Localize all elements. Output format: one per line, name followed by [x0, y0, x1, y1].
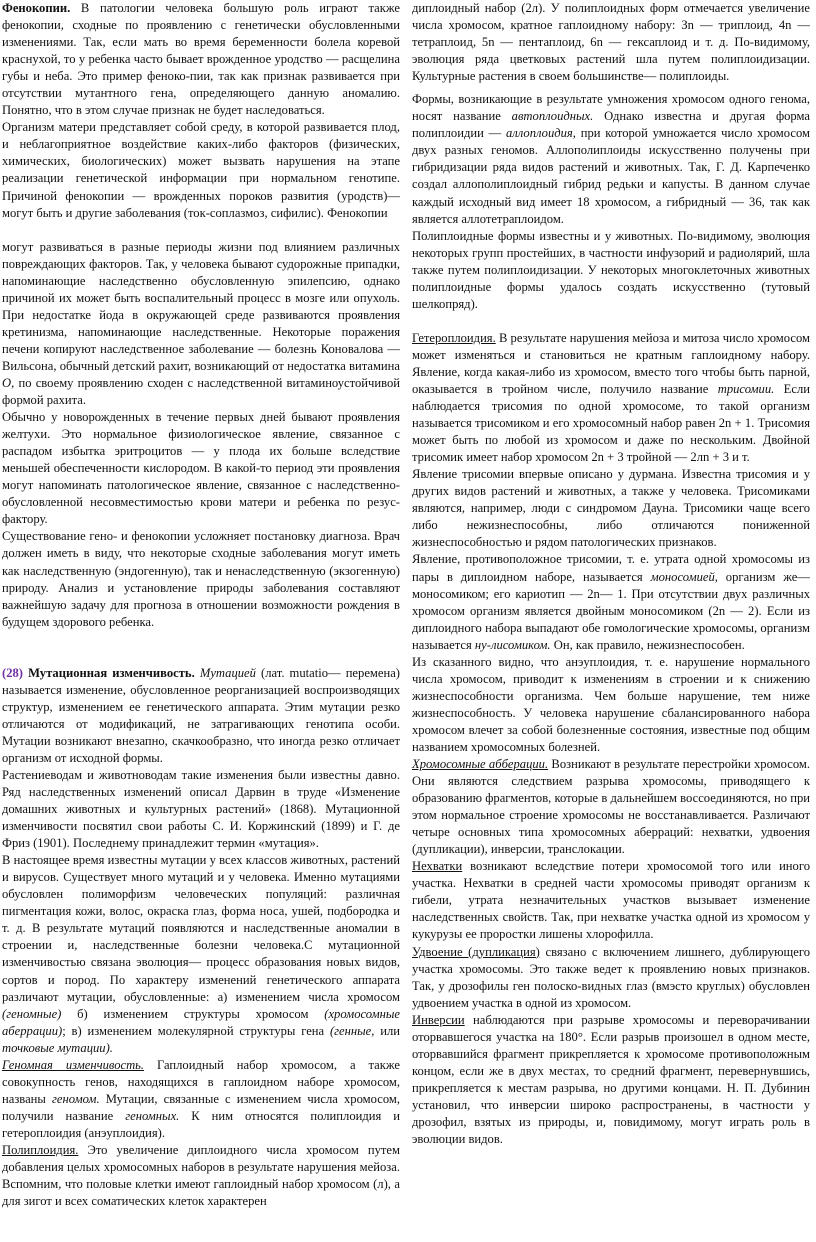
mutation-term: Мутацией: [199, 665, 256, 680]
paragraph-text: В настоящее время известны мутации у всех классов животных, растений и вирусов. Существует много мутаций и у человека. Именно мутациями обусловлен полиморфизм человеческих популяций: различная пигментация кожи, волос, окраска глаз, форма носа, ушей, подбородка и т. д. В результате мутаций появляются и наследственные аномалии в строении и, наследственные болезни человека.С мутационной изменчивостью связана эволюция— процесс образования новых видов, сортов и пород. По характеру изменений генетического аппарата различают мутации, обусловленные: а) изменением числа хромосом: [2, 853, 400, 1004]
term-chromosomal: (хромосомные аберрации): [2, 1006, 400, 1038]
paragraph-text: Формы, возникающие в результате умножения хромосом одного генома, носят название: [412, 92, 810, 124]
phenocopies-heading: Фенокопии.: [2, 1, 71, 15]
paragraph-text: возникают вследствие потери хромосомой того или иного участка. Нехватки в средней части хромосомы приводят организм к гибели, утрата незначительных участков вызывает изменение наследственных свойств. Так, при нехватке участка одной из хромосом у кукурузы ее проростки лишены хлорофилла.: [412, 859, 810, 942]
paragraph-newborn-jaundice: Обычно у новорожденных в течение первых дней бывают проявления желтухи. Это нормальное физиологическое явление, связанное с распадом избытка эритроцитов — у плода их больше вследствие меньшей обеспеченности кислородом. В какой-то период эти проявления могут напоминать патологическое явление, связанное с наследственно-обусловленной несовместимостью крови матери и ребенка по резус-фактору.: [2, 410, 400, 527]
paragraph-text: Однако известна и другая форма полиплоидии —: [412, 109, 810, 141]
paragraph-text: В результате нарушения мейоза и митоза число хромосом может изменяться и становиться не кратным гаплоидному набору. Явление, когда какая-либо из хромосом, вместо того чтобы быть парной, оказывается в тройном числе, получило название: [412, 330, 810, 396]
mutational-variability-heading: Мутационная изменчивость.: [22, 665, 195, 680]
paragraph-diploid-set: диплоидный набор (2л). У полиплоидных форм отмечается увеличение числа хромосом, кратное гаплоидному набору: Зn — триплоид, 4n — тетраплоид, 5n — пентаплоид, 6n — гексаплоид и т. д. По-видимому, эволюция ряда цветковых растений шла путем полиплоидизации. Культурные растения в своем большинстве— полиплоиды.: [412, 1, 810, 84]
term-genome: геномом.: [52, 1091, 100, 1106]
paragraph-aneuploidy: Из сказанного видно, что анэуплоидия, т. е. нарушение нормального числа хромосом, приводит к изменениям в строении и к снижению жизнеспособности организма. Чем больше нарушение, тем ниже жизнеспособность. У человека нарушение сбалансированного набора хромосом влечет за собой болезненные состояния, известные под общим названием хромосомных болезней.: [412, 654, 810, 754]
paragraph-text: Явление, противоположное трисомии, т. е. утрата одной хромосомы из пары в диплоидном наборе, называется: [412, 552, 810, 584]
paragraph-text: Возникают в результате перестройки хромосом. Они являются следствием разрыва хромосомы, приводящего к образованию фрагментов, которые в дальнейшем воссоединяются, но при этом нормальное строение хромосомы не восстанавливается. Различают четыре основных типа хромосомных аберраций: нехватки, удвоения (дупликации), инверсии, транслокации.: [412, 757, 810, 857]
paragraph-text: Если наблюдается трисомия по одной хромосоме, то такой организм называется трисомиком и его хромосомный набор равен 2n + 1. Трисомия может быть по любой из хромосом и даже по нескольким. Двойной трисомик имеет набор хромосом 2n + 3 тройной — 2лn + 3 и т.: [412, 381, 810, 465]
paragraph-text: В патологии человека большую роль играют также фенокопии, сходные по проявлению с генетически обусловленными изменениями. Так, если мать во время беременности болела коревой краснухой, то у ребенка часто бывает врожденное уродство — расщелина губы и неба. Это пример феноко-пии, так как признак развивается при отсутствии мутантного гена, определяющего данную аномалию. Понятно, что в этом случае признак не будет наследоваться.: [2, 1, 400, 118]
paragraph-phenocopies-intro: [2, 0, 400, 119]
term-gene: (генные,: [329, 1023, 375, 1038]
section-gap: [2, 631, 400, 665]
column-gap: [2, 222, 400, 239]
paragraph-genomic-variability: [2, 1057, 400, 1142]
paragraph-history: Растениеводам и животноводам такие изменения были известны давно. Ряд наследственных изменений описал Дарвин в труде «Изменение домашних животных и культурных растений» (1868). Мутационной изменчивости посвятил свои работы С. И. Коржинский (1899) и Г. де Фриз (1901). Последнему принадлежит термин «мутация».: [2, 767, 400, 851]
term-genomic: (геномные): [2, 1006, 62, 1021]
paragraph-text: Это увеличение диплоидного числа хромосом путем добавления целых хромосомных наборов в результате нарушения мейоза. Вспомним, что половые клетки имеют гаплоидный набор хромосом (л), а для зигот и всех соматических клеток характерен: [2, 1143, 400, 1209]
paragraph-text: при которой умножается число хромосом двух разных геномов. Аллополиплоиды искусственно получены при гибридизации ряда видов растений и животных. Так, Г. Д. Карпеченко создал аллополиплоидный гибрид редьки и капусты. В данном случае каждый исходный вид имеет 18 хромосом, а гибридный — 36, так как является аллотетраплоидом.: [412, 126, 811, 226]
paragraph-text: наблюдаются при разрыве хромосомы и переворачивании оторвавшегося участка на 180°. Если разрыв произошел в одном месте, оторвавшийся фрагмент прикрепляется к хромосоме противоположным концом, если же в двух местах, то средний фрагмент, перевернувшись, прикрепляется к местам разрыва, но другими концами. Н. П. Дубинин установил, что инверсии широко распространены, в частности у дрозофил, взятых из природы, и, повидимому, могут играть роль в эволюции видов.: [412, 1012, 810, 1147]
term-point: точковые мутации).: [2, 1040, 113, 1055]
term-monosomy: моносомией,: [650, 569, 718, 584]
paragraph-text: Гаплоидный набор хромосом, а также совокупность генов, находящихся в гаплоидном наборе хромосом, названы: [2, 1057, 400, 1106]
paragraph-monosomy: [412, 551, 810, 653]
paragraph-text: могут развиваться в разные периоды жизни под влиянием различных повреждающих факторов. Так, у человека бывают судорожные припадки, напоминающие наследственно обусловленную эпилепсию, однако причиной их может быть воспалительный процесс в мозге или опухоль. При недостатке йода в окружающей среде развиваются проявления кретинизма, напоминающие наследственные. Некоторые поражения печени копируют наследственное заболевание — болезнь Коновалова — Вильсона, обычный детский рахит, возникающий от недостатка витамина: [2, 239, 400, 373]
term-genomic-mutations: геномных.: [125, 1108, 180, 1123]
paragraph-polyploidy: [2, 1142, 400, 1210]
paragraph-duplication: [412, 944, 810, 1012]
inversions-heading: Инверсии: [412, 1012, 465, 1027]
paragraph-text: организм же—моносомиком; его кариотип — 2n— 1. При отсутствии двух различных хромосом организм является двойным моносомиком (2n — 2). Если из диплоидного набора выпадают обе гомологические хромосомы, организм называется: [412, 569, 810, 652]
paragraph-text: К ним относятся полиплоидия и гетероплоидия (анэуплоидия).: [2, 1108, 400, 1140]
genomic-variability-heading: Геномная изменчивость.: [2, 1057, 145, 1072]
chromosomal-aberrations-heading: Хромосомные абберации.: [412, 757, 549, 772]
paragraph-mutational-variability: [2, 665, 400, 767]
paragraph-mutation-classes: [2, 852, 400, 1057]
paragraph-text: (лат. mutatio— перемена) называется изменение, обусловленное реорганизацией воспроизводящих структур, изменением ее генетического аппарата. Этим мутации резко отличаются от модификаций, не затрагивающих генотипа особи. Мутации возникают внезапно, скачкообразно, что иногда резко отличает организм от исходной формы.: [2, 665, 400, 765]
polyploidy-heading: Полиплоидия.: [2, 1143, 79, 1157]
paragraph-autoploid: [412, 91, 810, 227]
paragraph-animal-polyploidy: Полиплоидные формы известны и у животных. По-видимому, эволюция некоторых групп простейших, в частности инфузорий и радиолярий, шла также путем полиплоидизации. У некоторых многоклеточных животных полиплоидные формы удалось создать искусственно (тутовый шелкопряд).: [412, 228, 810, 311]
term-autoploid: автоплоидных.: [511, 109, 594, 124]
duplication-heading: Удвоение (дупликация): [412, 944, 540, 959]
section-gap: [412, 313, 810, 330]
left-column: [2, 0, 400, 1210]
paragraph-inversions: [412, 1012, 810, 1148]
deletions-heading: Нехватки: [412, 859, 463, 874]
term-trisomy: трисомии.: [717, 381, 775, 396]
paragraph-maternal-environment: Организм матери представляет собой среду, в которой развивается плод, и неблагоприятное воздействие каких-либо факторов (физических, химических, биологических) может вызвать нарушения на этапе реализации генетической информации при нормальном генотипе. Причиной фенокопии — врожденных пороков развития (уродств)— могут быть и другие заболевания (ток-соплазмоз, сифилис). Фенокопии: [2, 120, 400, 220]
paragraph-phenocopies-periods: [2, 239, 400, 409]
paragraph-chromosomal-aberrations: [412, 756, 810, 858]
heteroploidy-heading: Гетероплоидия.: [412, 330, 496, 345]
paragraph-text: б) изменением структуры хромосом: [61, 1006, 325, 1021]
paragraph-text: связано с включением лишнего, дублирующего участка хромосомы. Это также ведет к проявлению новых признаков. Так, у дрозофилы ген полоско-видных глаз (вмэсто круглых) обусловлен удвоением участка в одной из хромосом.: [412, 944, 810, 1010]
paragraph-text: ; в) изменением молекулярной структуры гена: [62, 1023, 330, 1038]
right-column: [412, 0, 810, 1148]
paragraph-text: или: [374, 1023, 400, 1038]
vitamin-letter: О,: [2, 375, 15, 390]
paragraph-text: Мутации, связанные с изменением числа хромосом, получили название: [2, 1091, 400, 1123]
paragraph-heteroploidy: [412, 330, 810, 466]
term-nullisomic: ну-лисомиком.: [474, 637, 551, 652]
paragraph-trisomy: Явление трисомии впервые описано у дурмана. Известна трисомия и у других видов растений и животных, а также у человека. Трисомиками являются, например, люди с синдромом Дауна. Трисомики чаще всего либо нежизнеспособны, либо отличаются пониженной жизнеспособностью и рядом патологических признаков.: [412, 467, 810, 550]
paragraph-text: по своему проявлению сходен с наследственной витаминоустойчивой формой рахита.: [2, 375, 400, 408]
term-alloploidy: аллоплоидия,: [506, 126, 576, 141]
paragraph-deletions: [412, 858, 810, 943]
paragraph-text: Он, как правило, нежизнеспособен.: [550, 637, 745, 652]
paragraph-diagnosis: Существование гено- и фенокопии усложняет постановку диагноза. Врач должен иметь в виду, что некоторые сходные заболевания могут иметь как наследственную (эндогенную), так и ненаследственную (экзогенную) природу. Анализ и установление природы заболевания составляют важнейшую задачу для прогноза в отношении возможности рождения в будущем здорового ребенка.: [2, 529, 400, 629]
section-number: (28): [2, 665, 23, 680]
